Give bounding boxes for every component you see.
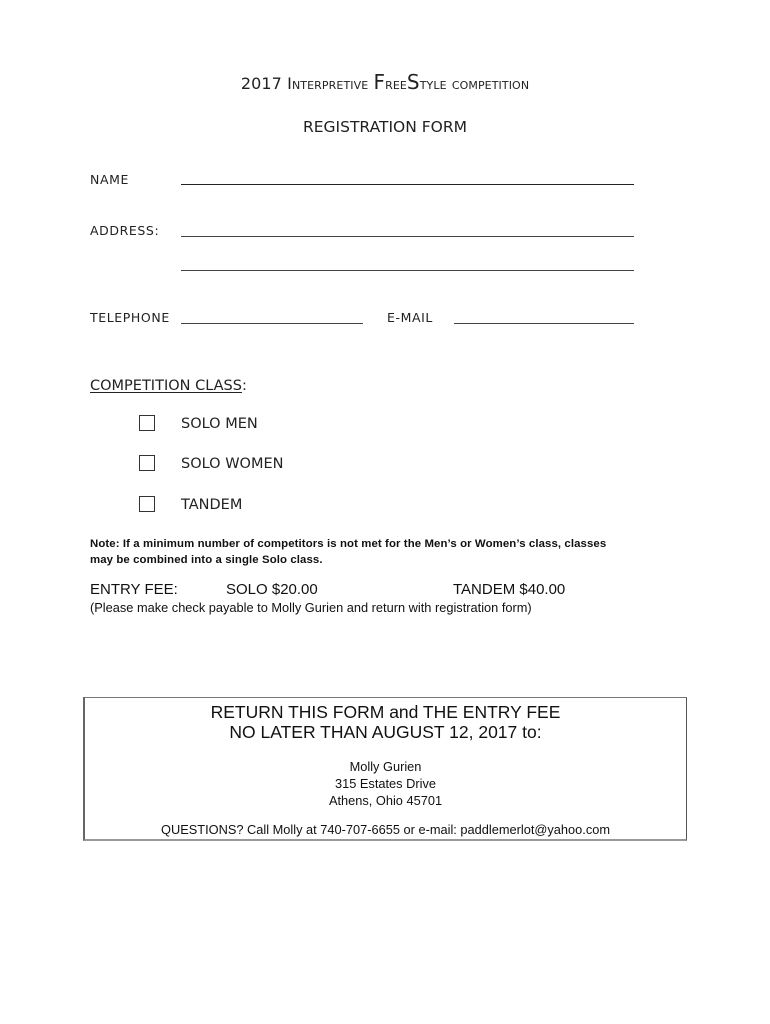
name-label: NAME [90,172,129,187]
checkbox-tandem[interactable] [139,496,155,512]
entry-fee-instructions: (Please make check payable to Molly Gurien and return with registration form) [90,600,532,615]
form-title [0,70,770,94]
telephone-field[interactable] [181,323,363,324]
address-label: ADDRESS: [90,223,160,238]
title-year: 2017 [240,74,288,93]
return-heading-line2: NO LATER THAN AUGUST 12, 2017 to: [229,722,542,742]
address-line1-field[interactable] [181,236,634,237]
entry-fee-tandem: TANDEM $40.00 [453,581,566,598]
class-note [90,536,670,568]
competition-class-heading [90,378,247,394]
telephone-label: TELEPHONE [90,310,170,325]
checkbox-solo-women[interactable] [139,455,155,471]
mail-address-name: Molly Gurien [349,759,422,774]
competition-class-title: COMPETITION CLASS [90,378,242,394]
return-info-box [83,697,687,841]
title-rest: tyle competition [419,74,530,93]
option-label-tandem: TANDEM [181,497,243,513]
address-line2-field[interactable] [181,270,634,271]
checkbox-solo-men[interactable] [139,415,155,431]
note-line-2: may be combined into a single Solo class. [90,554,323,566]
competition-class-colon: : [241,378,247,394]
entry-fee-solo: SOLO $20.00 [226,581,318,598]
title-interpretive: Interpretive [287,74,374,93]
questions-contact: QUESTIONS? Call Molly at 740-707-6655 or e-mail: paddlemerlot@yahoo.com [161,822,610,837]
mail-address-city: Athens, Ohio 45701 [328,793,443,808]
mail-address-street: 315 Estates Drive [334,776,436,791]
email-field[interactable] [454,323,634,324]
form-subtitle: REGISTRATION FORM [302,118,467,136]
entry-fee-label: ENTRY FEE: [90,581,178,598]
return-heading-line1: RETURN THIS FORM and THE ENTRY FEE [210,702,561,722]
note-line-1: Note: If a minimum number of competitors is not met for the Men’s or Women’s class, classes [90,538,607,550]
title-cap-s: S [406,70,420,94]
title-cap-f: F [373,70,386,94]
email-label: E-MAIL [387,310,433,325]
option-label-solo-men: SOLO MEN [181,416,258,432]
option-label-solo-women: SOLO WOMEN [181,456,284,472]
name-field[interactable] [181,184,634,185]
title-ree: ree [385,74,407,93]
